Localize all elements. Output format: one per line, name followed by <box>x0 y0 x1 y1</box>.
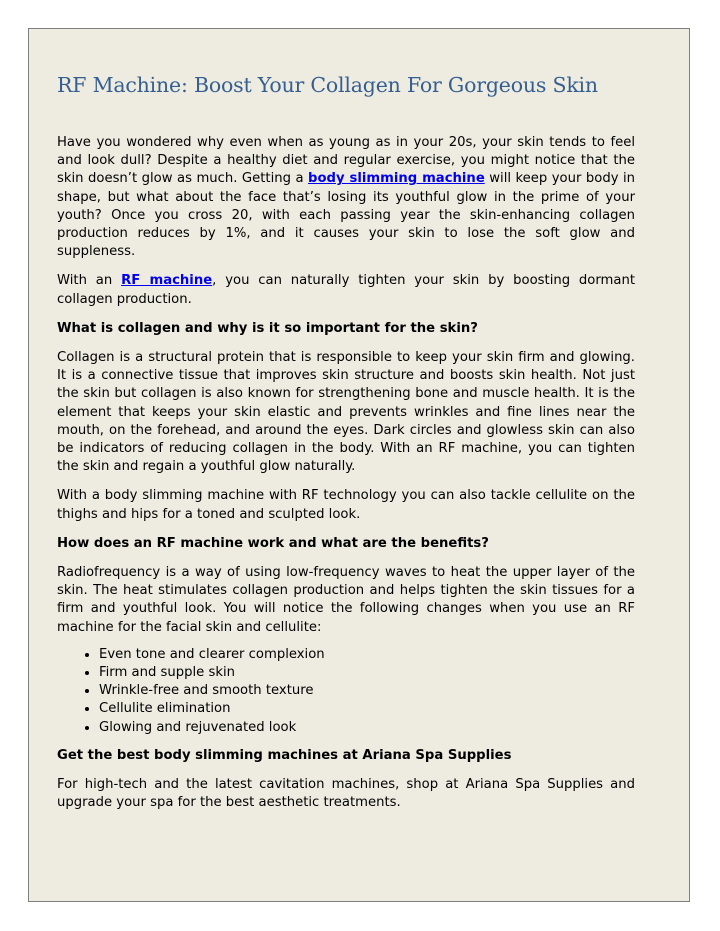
document-body <box>57 72 635 824</box>
intro-paragraph <box>57 134 635 261</box>
list-item: • Wrinkle-free and smooth texture <box>99 682 635 700</box>
benefits-list <box>57 646 635 737</box>
list-item: • Firm and supple skin <box>99 664 635 682</box>
rf-machine-link[interactable]: RF machine <box>121 273 213 289</box>
list-item: • Cellulite elimination <box>99 700 635 718</box>
radiofrequency-paragraph: Radiofrequency is a way of using low-frequency waves to heat the upper layer of the skin. The heat stimulates collagen production and helps tighten the skin tissues for a firm and youthful look. You will notice the following changes when you use an RF machine for the facial skin and cellulite: <box>57 565 635 635</box>
rf-text-after: , you can naturally tighten your skin by boosting dormant collagen production. <box>57 273 636 307</box>
collagen-heading: What is collagen and why is it so important for the skin? <box>57 320 478 336</box>
rf-text-before: With an <box>57 273 122 289</box>
list-item: • Glowing and rejuvenated look <box>99 719 635 737</box>
collagen-paragraph: Collagen is a structural protein that is responsible to keep your skin firm and glowing. It is a connective tissue that improves skin structure and boosts skin health. Not just the skin but collagen is also known for strengthening bone and muscle health. It is the element that keeps your skin elastic and prevents wrinkles and fine lines near the mouth, on the forehead, and around the eyes. Dark circles and glowless skin can also be indicators of reducing collagen in the body. With an RF machine, you can tighten the skin and regain a youthful glow naturally. <box>57 350 635 475</box>
cellulite-paragraph: With a body slimming machine with RF technology you can also tackle cellulite on the thighs and hips for a toned and sculpted look. <box>57 488 635 522</box>
document-title: RF Machine: Boost Your Collagen For Gorgeous Skin <box>57 73 598 97</box>
closing-paragraph: For high-tech and the latest cavitation machines, shop at Ariana Spa Supplies and upgrade your spa for the best aesthetic treatments. <box>57 777 635 811</box>
rf-machine-paragraph <box>57 272 635 308</box>
ariana-heading: Get the best body slimming machines at Ariana Spa Supplies <box>57 747 512 763</box>
body-slimming-machine-link[interactable]: body slimming machine <box>308 171 485 187</box>
rf-benefits-heading: How does an RF machine work and what are the benefits? <box>57 535 489 551</box>
intro-text-before: Have you wondered why even when as young as in your 20s, your skin tends to feel and look dull? Despite a healthy diet and regular exercise, you might notice that the skin doesn’t glow as much. Getting a <box>57 135 635 187</box>
list-item: • Even tone and clearer complexion <box>99 646 635 664</box>
intro-text-after: will keep your body in shape, but what about the face that’s losing its youthful glow in the prime of your youth? Once you cross 20, with each passing year the skin-enhancing collagen production reduces by 1%, and it causes your skin to lose the soft glow and suppleness. <box>57 171 636 260</box>
